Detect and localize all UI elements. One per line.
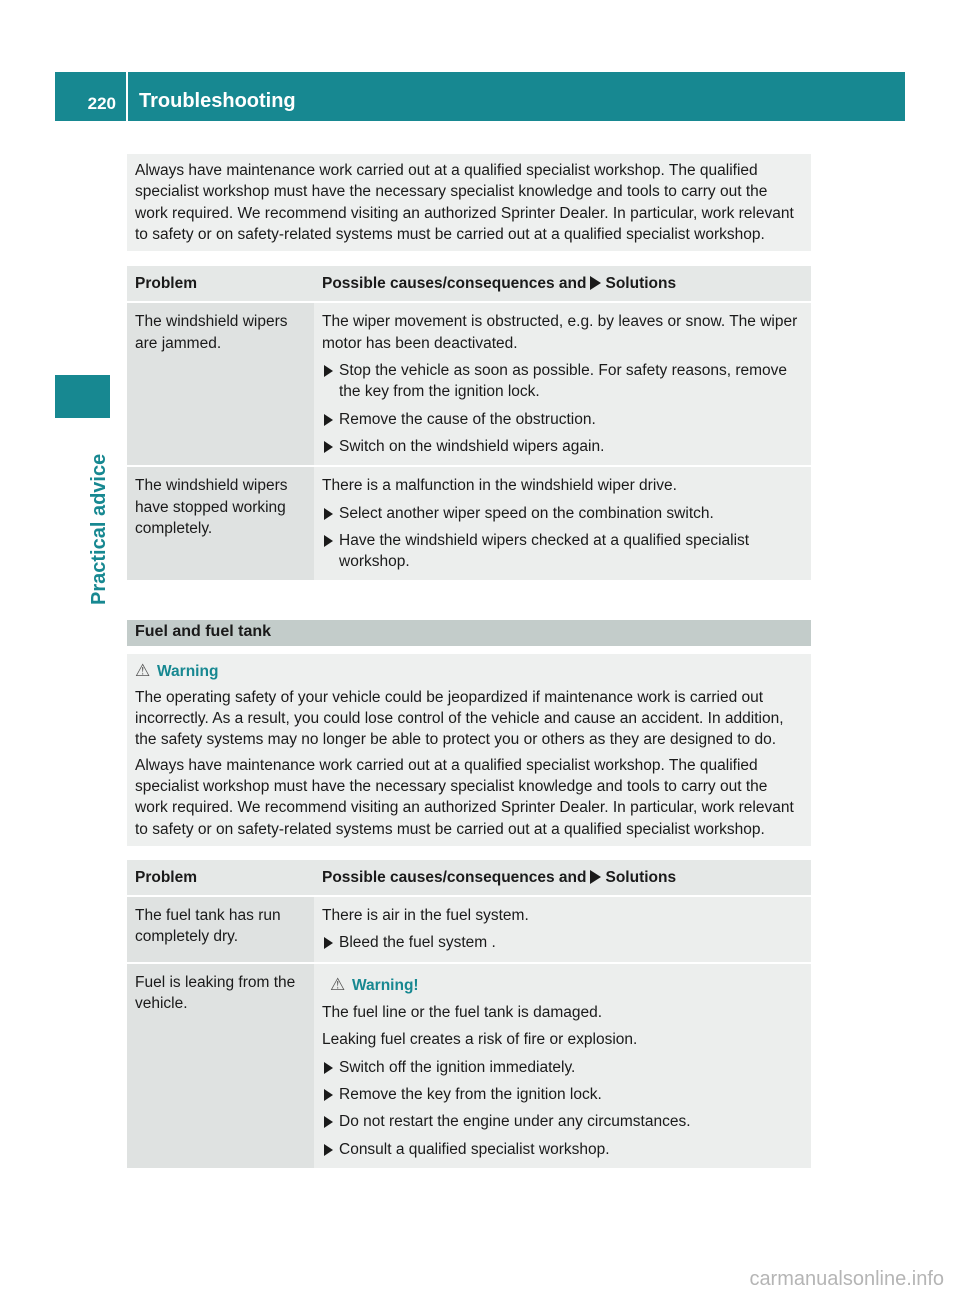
fuel-table <box>127 858 811 1170</box>
table-header <box>127 266 811 301</box>
warning-text: Always have maintenance work carried out at a qualified specialist workshop. The qualified specialist workshop must have the necessary specialist knowledge and tools to carry out the work required. We recommend visiting an authorized Sprinter Dealer. In particular, work relevant to safety or on safety-related systems must be carried out at a qualified specialist workshop. <box>135 756 794 838</box>
warning-label: Warning <box>157 663 219 681</box>
warning-triangle-icon: ⚠ <box>330 974 346 994</box>
wiper-table <box>127 264 811 582</box>
cause-text: Leaking fuel creates a risk of fire or explosion. <box>322 1031 638 1049</box>
side-tab-block <box>55 375 110 418</box>
step: Have the windshield wipers checked at a qualified specialist workshop. <box>322 530 803 573</box>
step: Remove the cause of the obstruction. <box>322 409 803 430</box>
intro-text: Always have maintenance work carried out at a qualified specialist workshop. The qualified specialist workshop must have the necessary specialist knowledge and tools to carry out the work required. We recommend visiting an authorized Sprinter Dealer. In particular, work relevant to safety or on safety-related systems must be carried out at a qualified specialist workshop. <box>135 162 794 243</box>
col-solutions-label: Solutions <box>605 868 677 886</box>
content-column <box>127 154 811 1170</box>
problem-cell: The fuel tank has run completely dry. <box>127 897 314 962</box>
warning-label: Warning! <box>352 976 419 994</box>
table-row <box>127 964 811 1168</box>
side-tab-label: Practical advice <box>88 453 110 605</box>
col-causes-label: Possible causes/consequences and <box>322 275 587 293</box>
col-causes-label: Possible causes/consequences and <box>322 868 587 886</box>
step: Switch on the windshield wipers again. <box>322 436 803 457</box>
intro-note <box>127 154 811 251</box>
warning-box <box>127 654 811 845</box>
step: Select another wiper speed on the combination switch. <box>322 503 803 524</box>
cause-text: The fuel line or the fuel tank is damaged. <box>322 1004 603 1022</box>
step: Stop the vehicle as soon as possible. For safety reasons, remove the key from the ignition lock. <box>322 360 803 403</box>
step: Do not restart the engine under any circumstances. <box>322 1111 803 1132</box>
step: Remove the key from the ignition lock. <box>322 1084 803 1105</box>
solution-cell <box>314 467 811 580</box>
warning-triangle-icon: ⚠ <box>135 661 151 681</box>
col-causes <box>314 860 811 895</box>
page-number: 220 <box>55 72 126 121</box>
section-heading: Fuel and fuel tank <box>127 620 811 646</box>
step: Bleed the fuel system . <box>322 932 803 953</box>
problem-cell: The windshield wipers have stopped working completely. <box>127 467 314 580</box>
problem-cell: Fuel is leaking from the vehicle. <box>127 964 314 1168</box>
watermark: carmanualsonline.info <box>749 1268 944 1290</box>
solution-cell <box>314 303 811 465</box>
col-problem: Problem <box>127 860 314 895</box>
table-header <box>127 860 811 895</box>
table-row <box>127 467 811 580</box>
col-problem: Problem <box>127 266 314 301</box>
warning-text: The operating safety of your vehicle could be jeopardized if maintenance work is carried out incorrectly. As a result, you could lose control of the vehicle and cause an accident. In addition, the safety systems may no longer be able to protect you or others as they are designed to do. <box>135 688 784 749</box>
table-row <box>127 897 811 962</box>
cause-text: The wiper movement is obstructed, e.g. by leaves or snow. The wiper motor has been deactivated. <box>322 313 798 352</box>
problem-cell: The windshield wipers are jammed. <box>127 303 314 465</box>
step: Switch off the ignition immediately. <box>322 1057 803 1078</box>
col-causes <box>314 266 811 301</box>
step: Consult a qualified specialist workshop. <box>322 1139 803 1160</box>
col-solutions-label: Solutions <box>605 275 677 293</box>
solution-cell <box>314 964 811 1168</box>
arrow-icon <box>590 870 601 884</box>
table-row <box>127 303 811 465</box>
cause-text: There is a malfunction in the windshield wiper drive. <box>322 477 677 495</box>
solution-cell <box>314 897 811 962</box>
cause-text: There is air in the fuel system. <box>322 907 529 925</box>
arrow-icon <box>590 276 601 290</box>
page-title: Troubleshooting <box>128 72 905 121</box>
